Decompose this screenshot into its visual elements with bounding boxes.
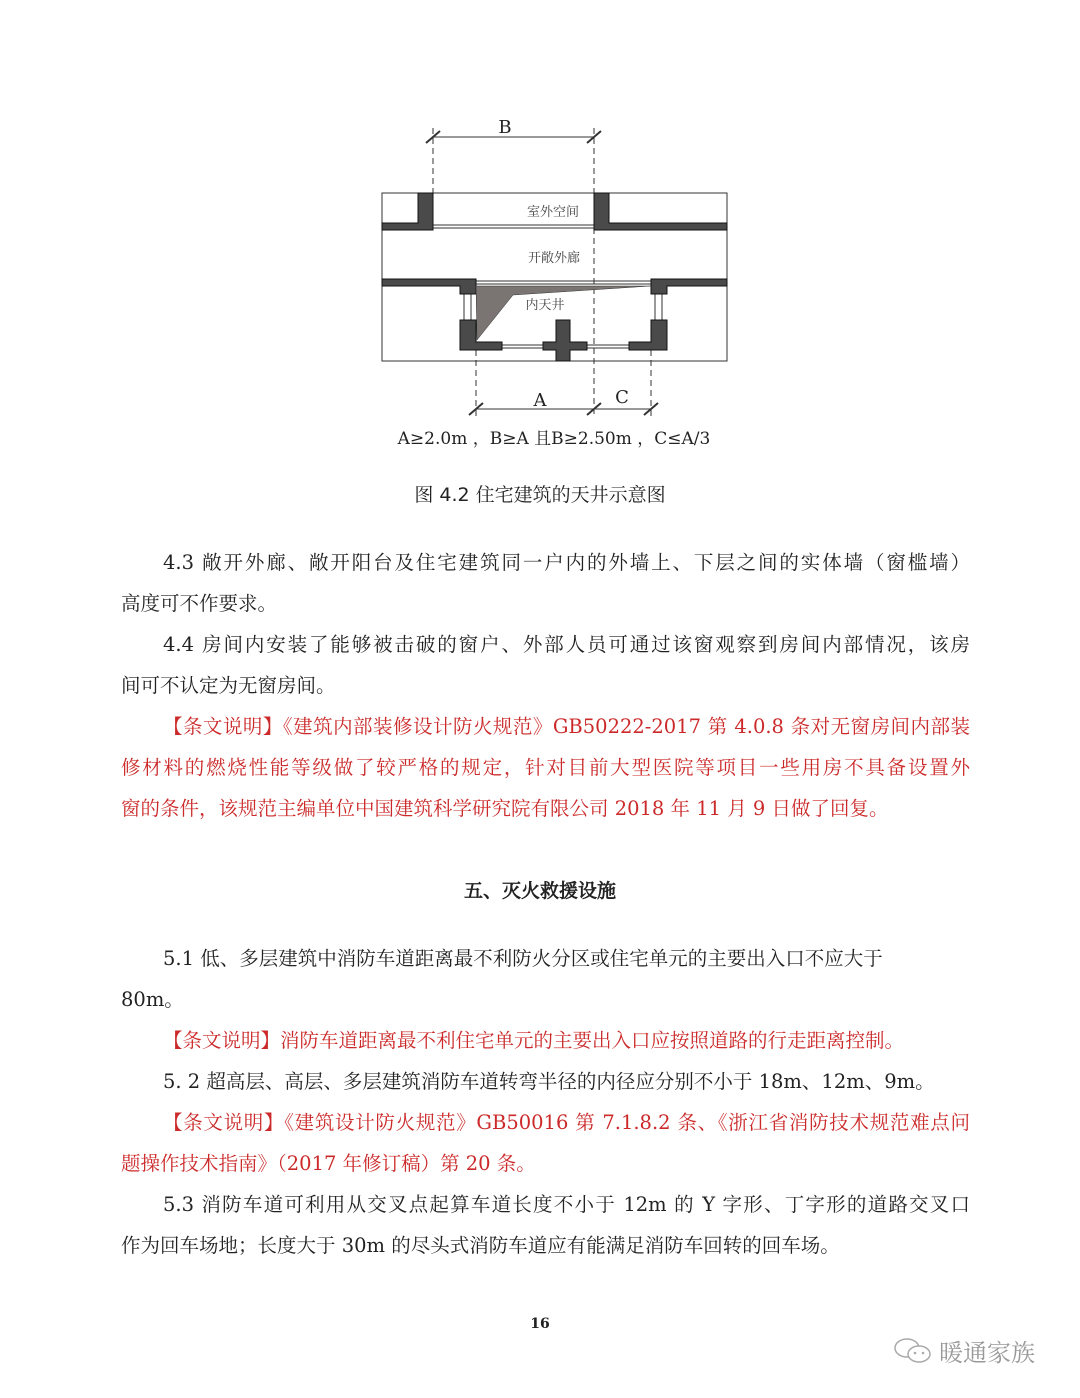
- dim-c-label: C: [615, 387, 629, 408]
- label-corridor: 开敞外廊: [527, 251, 581, 266]
- courtyard-diagram: [0, 0, 1080, 470]
- figure-caption: 图 4.2 住宅建筑的天井示意图: [414, 484, 666, 506]
- note-5-2-line1: 【条文说明】《建筑设计防火规范》GB50016 第 7.1.8.2 条、《浙江省消防技术规范难点问: [163, 1111, 970, 1134]
- dim-a-label: A: [533, 390, 547, 411]
- para-5-1-line1: 5.1 低、多层建筑中消防车道距离最不利防火分区或住宅单元的主要出入口不应大于: [163, 947, 883, 970]
- page-number: 16: [530, 1316, 550, 1332]
- watermark: [893, 1333, 1035, 1368]
- formula: A≥2.0m ，B≥A 且B≥2.50m ，C≤A/3: [397, 429, 711, 449]
- dim-b-label: B: [498, 117, 512, 138]
- para-5-3-line1: 5.3 消防车道可利用从交叉点起算车道长度不小于 12m 的 Y 字形、丁字形的道路交叉口: [163, 1193, 970, 1216]
- wechat-icon: [893, 1337, 933, 1365]
- para-4-3-line2: 高度可不作要求。: [121, 592, 278, 615]
- para-5-3-line2: 作为回车场地；长度大于 30m 的尽头式消防车道应有能满足消防车回转的回车场。: [121, 1234, 840, 1257]
- note-5-2-line2: 题操作技术指南》（2017 年修订稿）第 20 条。: [121, 1152, 536, 1175]
- label-outdoor: 室外空间: [526, 205, 580, 220]
- watermark-text: 暖通家族: [939, 1339, 1035, 1367]
- note-5-1: 【条文说明】消防车道距离最不利住宅单元的主要出入口应按照道路的行走距离控制。: [163, 1029, 905, 1052]
- wall: [382, 193, 433, 230]
- section-title: 五、灭火救援设施: [463, 880, 616, 902]
- para-5-1-line2: 80m。: [121, 988, 184, 1011]
- para-5-2: 5. 2 超高层、高层、多层建筑消防车道转弯半径的内径应分别不小于 18m、12m、9m。: [163, 1070, 935, 1093]
- para-4-4-line2: 间可不认定为无窗房间。: [121, 674, 336, 697]
- para-4-4-line1: 4.4 房间内安装了能够被击破的窗户、外部人员可通过该窗观察到房间内部情况，该房: [163, 633, 970, 656]
- para-4-3-line1: 4.3 敞开外廊、敞开阳台及住宅建筑同一户内的外墙上、下层之间的实体墙（窗槛墙）: [163, 551, 970, 574]
- label-courtyard: 内天井: [525, 298, 565, 313]
- note-4-4-line1: 【条文说明】《建筑内部装修设计防火规范》GB50222-2017 第 4.0.8 条对无窗房间内部装: [163, 715, 970, 738]
- note-4-4-line3: 窗的条件，该规范主编单位中国建筑科学研究院有限公司 2018 年 11 月 9 日做了回复。: [121, 797, 889, 820]
- note-4-4-line2: 修材料的燃烧性能等级做了较严格的规定，针对目前大型医院等项目一些用房不具备设置外: [121, 756, 970, 779]
